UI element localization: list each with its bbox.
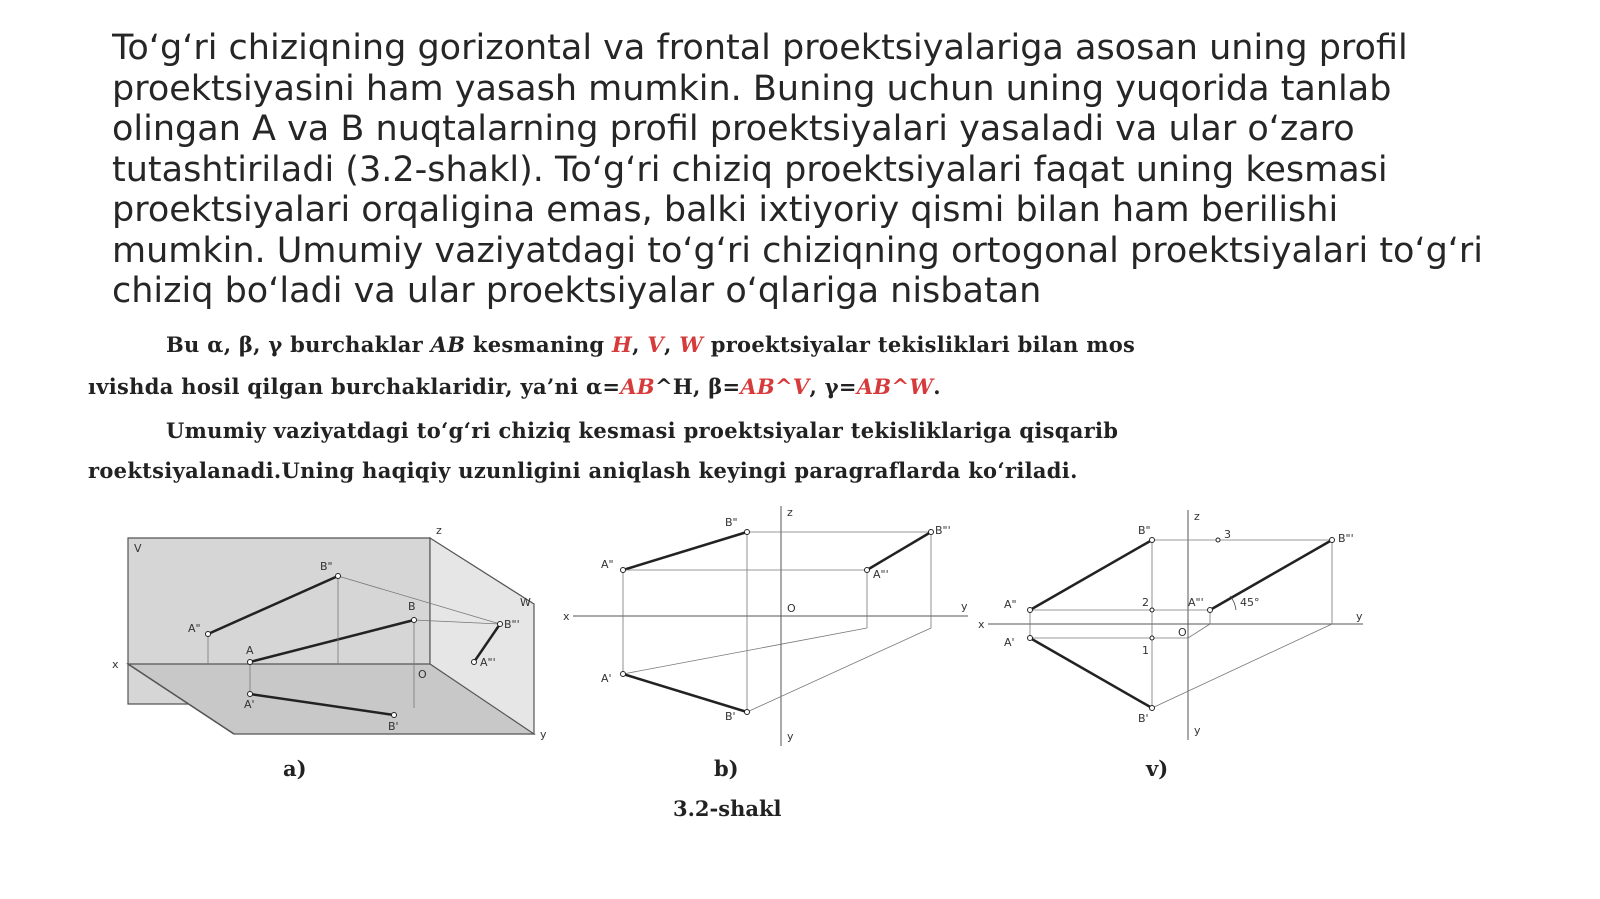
segment-a2b2 [623,532,747,570]
label-a1: A' [1004,636,1015,649]
figure-v-epure [978,510,1388,750]
doc-line-1 [166,332,1135,357]
point-a3 [472,660,477,665]
point-a3 [1208,608,1213,613]
linking-line [1188,624,1210,638]
point-b2 [1150,538,1155,543]
label-o: O [1178,626,1187,639]
figure-b-epure [563,506,978,756]
label-a2: A" [1004,598,1017,611]
textbook-scan [88,318,1428,838]
point-a1 [1028,636,1033,641]
label-a3: A"' [480,656,496,669]
slide-paragraph: To‘g‘ri chiziqning gorizontal va frontal proektsiyalariga asosan uning profil proektsiyasini ham yasash mumkin. Buning uchun uning yuqorida tanlab olingan A va B nuqtalarning profil proektsiyalari yasaladi va ular o‘zaro tutashtiriladi (3.2-shakl). To‘g‘ri chiziq proektsiyalari faqat uning kesmasi proektsiyalari orqaligina emas, balki ixtiyoriy qismi bilan ham berilishi mumkin. Umumiy vaziyatdagi to‘g‘ri chiziqning ortogonal proektsiyalari to‘g‘ri chiziq bo‘ladi va ular proektsiyalar o‘qlariga nisbatan [112,28,1484,311]
point-a2 [1028,608,1033,613]
point-a1 [621,672,626,677]
label-a3: A"' [873,568,889,581]
doc-line-1-w: W [679,332,704,357]
point-2 [1150,608,1154,612]
doc-line-2 [88,374,941,399]
label-b1: B' [388,720,399,733]
point-b2 [745,530,750,535]
doc-line-1-end: proektsiyalar tekisliklari bilan mos [703,332,1136,357]
label-a: A [246,644,254,657]
label-b3: B"' [504,618,520,631]
doc-line-2-mid2: , γ= [809,374,857,399]
label-2: 2 [1142,596,1149,609]
label-z: z [1194,510,1200,523]
point-a1 [248,692,253,697]
label-y-right: y [961,600,968,613]
linking-line [623,628,867,674]
doc-line-1-v: V [647,332,664,357]
label-45-degrees: 45° [1240,596,1260,609]
label-a1: A' [601,672,612,685]
label-w: W [520,596,531,609]
doc-line-3: Umumiy vaziyatdagi to‘g‘ri chiziq kesmasi proektsiyalar tekisliklariga qisqarib [166,418,1119,443]
doc-line-2-end: . [933,374,941,399]
point-b1 [392,713,397,718]
label-o: O [787,602,796,615]
label-o: O [418,668,427,681]
doc-line-2-start: ıvishda hosil qilgan burchaklaridir, ya’ni α= [88,374,621,399]
segment-a3b3 [1210,540,1332,610]
point-b3 [498,622,503,627]
label-a1: A' [244,698,255,711]
segment-a1b1 [1030,638,1152,708]
label-b3: B"' [935,524,951,537]
doc-line-2-mid1: ^H, β= [654,374,741,399]
segment-a3b3 [867,532,931,570]
label-b2: B" [725,516,738,529]
point-a [248,660,253,665]
point-a3 [865,568,870,573]
label-x: x [978,618,985,631]
figure-a-isometric [108,508,558,748]
label-b2: B" [320,560,333,573]
label-a2: A" [601,558,614,571]
doc-line-1-h: H [611,332,633,357]
label-3: 3 [1224,528,1231,541]
figure-caption: 3.2-shakl [673,796,782,821]
doc-line-1-comma1: , [632,332,648,357]
point-a2 [206,632,211,637]
point-b1 [745,710,750,715]
subfigure-v-label: v) [1146,756,1169,781]
doc-line-4: roektsiyalanadi.Uning haqiqiy uzunligini aniqlash keyingi paragraflarda ko‘riladi. [88,458,1078,483]
point-3 [1216,538,1220,542]
label-a2: A" [188,622,201,635]
point-b2 [336,574,341,579]
doc-line-1-mid: kesmaning [465,332,612,357]
segment-a1b1 [623,674,747,712]
label-x: x [112,658,119,671]
point-b3 [929,530,934,535]
doc-line-1-ab: AB [430,332,466,357]
linking-line [747,628,931,712]
segment-a2b2 [1030,540,1152,610]
label-x: x [563,610,570,623]
point-a2 [621,568,626,573]
label-b1: B' [725,710,736,723]
point-b3 [1330,538,1335,543]
doc-line-1-start: Bu α, β, γ burchaklar [166,332,431,357]
label-z: z [436,524,442,537]
doc-line-2-ab3: AB^W [856,374,934,399]
label-v: V [134,542,142,555]
label-y-bottom: y [787,730,794,743]
label-y: y [540,728,547,741]
label-b3: B"' [1338,532,1354,545]
point-1 [1150,636,1154,640]
point-b1 [1150,706,1155,711]
label-a3: A"' [1188,596,1204,609]
doc-line-2-ab2: AB^V [740,374,810,399]
label-y-right: y [1356,610,1363,623]
subfigure-a-label: a) [283,756,307,781]
label-z: z [787,506,793,519]
label-b2: B" [1138,524,1151,537]
label-b: B [408,600,416,613]
subfigure-b-label: b) [714,756,739,781]
point-b [412,618,417,623]
doc-line-1-comma2: , [663,332,680,357]
label-y-bottom: y [1194,724,1201,737]
label-1: 1 [1142,644,1149,657]
doc-line-2-ab1: AB [620,374,655,399]
label-b1: B' [1138,712,1149,725]
